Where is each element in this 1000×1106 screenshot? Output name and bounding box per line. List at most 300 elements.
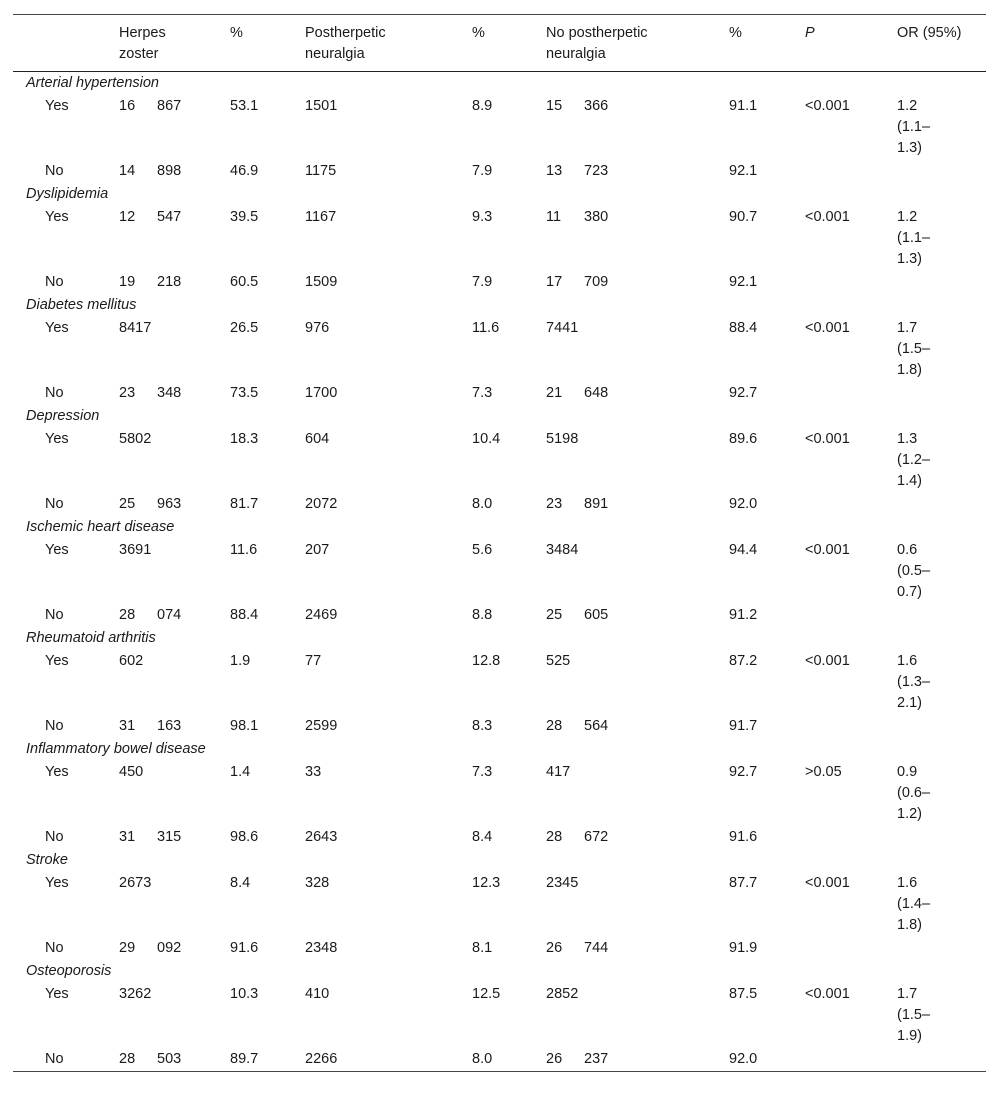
odds-ratio-line: 1.2) (897, 806, 922, 822)
hz-percent: 81.7 (230, 496, 259, 512)
pn-count: 2469 (305, 607, 338, 623)
row-label: No (45, 274, 64, 290)
pn-percent: 5.6 (472, 542, 493, 558)
pn-count: 1175 (305, 163, 337, 179)
hz-count-part1: 23 (119, 385, 136, 401)
group-row (13, 183, 986, 206)
no-pn-count (544, 761, 727, 826)
herpes-zoster-count (117, 493, 228, 516)
odds-ratio (895, 539, 986, 604)
hz-count-part2: 898 (157, 163, 182, 179)
no-pn-count (544, 650, 727, 715)
p-value: <0.001 (805, 98, 850, 114)
table-row-yes (13, 317, 986, 382)
hz-count-part2: 963 (157, 496, 182, 512)
no-pn-count-part1: 417 (546, 764, 571, 780)
pn-count: 976 (305, 320, 330, 336)
header-no-postherpetic-neuralgia (544, 15, 727, 72)
p-value: <0.001 (805, 431, 850, 447)
odds-ratio (895, 1048, 986, 1072)
no-pn-count-part2: 744 (584, 940, 609, 956)
header-pn-line2: neuralgia (305, 46, 365, 62)
header-p-value: P (803, 15, 895, 72)
herpes-zoster-count (117, 1048, 228, 1072)
no-pn-percent: 92.1 (729, 274, 758, 290)
pn-count: 2599 (305, 718, 338, 734)
pn-count: 1509 (305, 274, 338, 290)
odds-ratio (895, 872, 986, 937)
row-label: Yes (45, 320, 69, 336)
group-label: Ischemic heart disease (26, 519, 175, 535)
no-pn-count (544, 428, 727, 493)
herpes-zoster-count (117, 937, 228, 960)
herpes-zoster-count (117, 160, 228, 183)
row-label: Yes (45, 875, 69, 891)
pn-count: 2266 (303, 1048, 470, 1072)
no-pn-count-part2: 648 (584, 385, 609, 401)
p-value (803, 604, 895, 627)
no-pn-percent: 91.6 (729, 829, 758, 845)
no-pn-count (544, 317, 727, 382)
hz-count-part1: 2673 (119, 875, 152, 891)
odds-ratio (895, 428, 986, 493)
hz-count-part1: 29 (119, 940, 136, 956)
group-row (13, 405, 986, 428)
hz-percent: 8.4 (230, 875, 251, 891)
no-pn-count (544, 1048, 727, 1072)
odds-ratio-line: 1.3 (897, 431, 918, 447)
no-pn-count (544, 826, 727, 849)
odds-ratio (895, 937, 986, 960)
pn-count: 207 (305, 542, 330, 558)
row-label: No (45, 829, 64, 845)
header-postherpetic-neuralgia (303, 15, 470, 72)
pn-percent: 11.6 (472, 320, 500, 336)
p-value: <0.001 (805, 653, 850, 669)
row-label: No (45, 607, 64, 623)
no-pn-count (544, 160, 727, 183)
row-label: Yes (45, 542, 69, 558)
odds-ratio-line: 1.4) (897, 473, 922, 489)
pn-percent: 7.9 (472, 274, 493, 290)
herpes-zoster-count (117, 539, 228, 604)
table-header (13, 15, 986, 72)
group-label: Inflammatory bowel disease (26, 741, 206, 757)
table-row-no (13, 826, 986, 849)
row-label: No (45, 163, 64, 179)
group-row (13, 627, 986, 650)
odds-ratio-line: 0.9 (897, 764, 918, 780)
header-pn-percent: % (470, 15, 544, 72)
no-pn-count-part2: 891 (584, 496, 609, 512)
row-label: Yes (45, 209, 69, 225)
table-row-no (13, 382, 986, 405)
odds-ratio (895, 271, 986, 294)
table-row-yes (13, 983, 986, 1048)
header-no-pn-percent: % (727, 15, 803, 72)
hz-percent: 11.6 (230, 542, 258, 558)
row-label: No (45, 718, 64, 734)
no-pn-percent: 92.7 (729, 385, 758, 401)
herpes-zoster-count (117, 715, 228, 738)
hz-percent: 98.1 (230, 718, 259, 734)
no-pn-count (544, 95, 727, 160)
pn-count: 604 (305, 431, 330, 447)
no-pn-percent: 91.9 (729, 940, 758, 956)
no-pn-count-part1: 26 (546, 1051, 563, 1067)
table-row-no (13, 715, 986, 738)
header-hz-percent: % (228, 15, 303, 72)
odds-ratio-line: (1.3– (897, 674, 931, 690)
row-label: Yes (45, 98, 69, 114)
pn-percent: 12.3 (472, 875, 501, 891)
odds-ratio (895, 206, 986, 271)
no-pn-count (544, 271, 727, 294)
no-pn-percent: 87.2 (729, 653, 758, 669)
table-row-yes (13, 95, 986, 160)
odds-ratio-line: 2.1) (897, 695, 922, 711)
header-herpes-line2: zoster (119, 46, 159, 62)
pn-count: 328 (305, 875, 330, 891)
odds-ratio-line: (1.1– (897, 230, 931, 246)
no-pn-percent: 89.6 (729, 431, 758, 447)
no-pn-percent: 92.0 (727, 1048, 803, 1072)
pn-count: 1501 (305, 98, 338, 114)
hz-count-part1: 28 (119, 1051, 136, 1067)
table-row-yes (13, 650, 986, 715)
no-pn-count-part2: 605 (584, 607, 609, 623)
no-pn-count (544, 715, 727, 738)
row-label: No (45, 940, 64, 956)
hz-percent: 88.4 (230, 607, 259, 623)
no-pn-count (544, 983, 727, 1048)
row-label: Yes (45, 764, 69, 780)
pn-percent: 8.8 (472, 607, 493, 623)
herpes-zoster-count (117, 650, 228, 715)
hz-count-part1: 31 (119, 829, 136, 845)
odds-ratio-line: 1.8) (897, 917, 922, 933)
table-row-yes (13, 539, 986, 604)
pn-percent: 10.4 (472, 431, 501, 447)
hz-count-part1: 12 (119, 209, 136, 225)
pn-percent: 7.3 (472, 385, 493, 401)
row-label: No (45, 496, 64, 512)
group-row (13, 960, 986, 983)
pn-percent: 8.9 (472, 98, 493, 114)
group-row (13, 738, 986, 761)
odds-ratio-line: 1.3) (897, 251, 922, 267)
p-value (803, 493, 895, 516)
group-row (13, 72, 986, 96)
hz-count-part1: 5802 (119, 431, 152, 447)
table-row-yes (13, 872, 986, 937)
hz-count-part1: 14 (119, 163, 136, 179)
no-pn-count-part2: 366 (584, 98, 609, 114)
no-pn-percent: 91.7 (729, 718, 758, 734)
no-pn-count-part2: 723 (584, 163, 609, 179)
hz-percent: 46.9 (230, 163, 259, 179)
odds-ratio-line: 1.8) (897, 362, 922, 378)
p-value: <0.001 (805, 875, 850, 891)
no-pn-count-part2: 709 (584, 274, 609, 290)
herpes-zoster-count (117, 604, 228, 627)
odds-ratio-line: 1.2 (897, 98, 918, 114)
pn-count: 2072 (305, 496, 338, 512)
no-pn-count (544, 382, 727, 405)
hz-count-part2: 348 (157, 385, 182, 401)
pn-count: 410 (305, 986, 330, 1002)
no-pn-percent: 91.2 (729, 607, 758, 623)
odds-ratio-line: 1.6 (897, 653, 918, 669)
pn-percent: 9.3 (472, 209, 493, 225)
herpes-zoster-count (117, 382, 228, 405)
header-blank (13, 15, 117, 72)
hz-percent: 1.9 (230, 653, 251, 669)
hz-count-part1: 602 (119, 653, 144, 669)
hz-count-part2: 547 (157, 209, 182, 225)
hz-count-part2: 503 (157, 1051, 182, 1067)
no-pn-count-part1: 17 (546, 274, 563, 290)
odds-ratio-line: (1.5– (897, 1007, 931, 1023)
no-pn-percent: 88.4 (729, 320, 758, 336)
odds-ratio-line: (0.6– (897, 785, 931, 801)
group-label: Arterial hypertension (26, 75, 159, 91)
no-pn-percent: 92.1 (729, 163, 758, 179)
odds-ratio (895, 160, 986, 183)
pn-count: 2643 (305, 829, 338, 845)
hz-percent: 39.5 (230, 209, 259, 225)
hz-count-part2: 163 (157, 718, 182, 734)
pn-percent: 7.3 (472, 764, 493, 780)
table-row-no (13, 604, 986, 627)
row-label: No (13, 1048, 117, 1072)
pn-count: 77 (305, 653, 322, 669)
no-pn-count-part1: 525 (546, 653, 571, 669)
pn-count: 33 (305, 764, 322, 780)
odds-ratio-line: 1.7 (897, 986, 918, 1002)
odds-ratio-line: 0.7) (897, 584, 922, 600)
hz-percent: 10.3 (230, 986, 259, 1002)
hz-percent: 1.4 (230, 764, 251, 780)
no-pn-count-part1: 2345 (546, 875, 579, 891)
hz-count-part1: 31 (119, 718, 136, 734)
odds-ratio (895, 95, 986, 160)
no-pn-count-part1: 25 (546, 607, 563, 623)
pn-percent: 12.5 (472, 986, 501, 1002)
hz-percent: 89.7 (228, 1048, 303, 1072)
hz-count-part1: 25 (119, 496, 136, 512)
hz-count-part2: 092 (157, 940, 182, 956)
no-pn-count-part1: 11 (546, 209, 562, 225)
no-pn-count-part1: 2852 (546, 986, 579, 1002)
no-pn-count (544, 604, 727, 627)
table-body (13, 72, 986, 1072)
row-label: No (45, 385, 64, 401)
odds-ratio-line: 1.2 (897, 209, 918, 225)
p-value (803, 271, 895, 294)
hz-count-part1: 8417 (119, 320, 152, 336)
header-herpes-line1: Herpes (119, 25, 166, 41)
herpes-zoster-count (117, 826, 228, 849)
pn-count: 1700 (305, 385, 338, 401)
odds-ratio (895, 715, 986, 738)
odds-ratio (895, 382, 986, 405)
comorbidity-table (13, 14, 986, 1072)
no-pn-count-part2: 380 (584, 209, 609, 225)
no-pn-count-part2: 237 (584, 1051, 609, 1067)
no-pn-count (544, 937, 727, 960)
no-pn-count (544, 872, 727, 937)
group-label: Dyslipidemia (26, 186, 109, 202)
no-pn-percent: 87.7 (729, 875, 758, 891)
table-row-no (13, 271, 986, 294)
herpes-zoster-count (117, 983, 228, 1048)
header-herpes-zoster (117, 15, 228, 72)
hz-count-part1: 3691 (119, 542, 152, 558)
odds-ratio-line: (0.5– (897, 563, 931, 579)
pn-percent: 8.1 (472, 940, 493, 956)
no-pn-percent: 92.0 (729, 496, 758, 512)
row-label: Yes (45, 653, 69, 669)
p-value (803, 1048, 895, 1072)
odds-ratio (895, 826, 986, 849)
table-row-no (13, 1048, 986, 1072)
herpes-zoster-count (117, 428, 228, 493)
no-pn-count-part1: 26 (546, 940, 563, 956)
hz-count-part2: 867 (157, 98, 182, 114)
hz-count-part1: 450 (119, 764, 144, 780)
header-odds-ratio: OR (95%) (895, 15, 986, 72)
no-pn-count-part1: 5198 (546, 431, 579, 447)
pn-percent: 8.4 (472, 829, 493, 845)
no-pn-count (544, 493, 727, 516)
p-value (803, 715, 895, 738)
no-pn-count-part1: 13 (546, 163, 563, 179)
hz-count-part1: 19 (119, 274, 136, 290)
hz-count-part1: 16 (119, 98, 136, 114)
p-value (803, 937, 895, 960)
table-row-no (13, 937, 986, 960)
group-label: Rheumatoid arthritis (26, 630, 156, 646)
odds-ratio (895, 493, 986, 516)
no-pn-count-part1: 15 (546, 98, 563, 114)
odds-ratio-line: 1.6 (897, 875, 918, 891)
no-pn-percent: 94.4 (729, 542, 758, 558)
group-label: Stroke (26, 852, 68, 868)
hz-count-part2: 074 (157, 607, 182, 623)
no-pn-percent: 92.7 (729, 764, 758, 780)
no-pn-count-part1: 28 (546, 718, 563, 734)
odds-ratio-line: (1.4– (897, 896, 931, 912)
group-label: Osteoporosis (26, 963, 112, 979)
table-row-yes (13, 761, 986, 826)
p-value (803, 160, 895, 183)
hz-percent: 26.5 (230, 320, 259, 336)
table-row-no (13, 493, 986, 516)
no-pn-count-part1: 23 (546, 496, 563, 512)
header-no-pn-line2: neuralgia (546, 46, 606, 62)
table-row-yes (13, 206, 986, 271)
group-label: Depression (26, 408, 100, 424)
herpes-zoster-count (117, 317, 228, 382)
table-row-no (13, 160, 986, 183)
odds-ratio (895, 604, 986, 627)
odds-ratio (895, 983, 986, 1048)
header-pn-line1: Postherpetic (305, 25, 386, 41)
no-pn-percent: 90.7 (729, 209, 758, 225)
hz-percent: 73.5 (230, 385, 259, 401)
no-pn-count-part2: 564 (584, 718, 609, 734)
group-row (13, 849, 986, 872)
pn-percent: 12.8 (472, 653, 501, 669)
odds-ratio-line: (1.5– (897, 341, 931, 357)
no-pn-percent: 87.5 (729, 986, 758, 1002)
pn-percent: 8.3 (472, 718, 493, 734)
pn-percent: 8.0 (470, 1048, 544, 1072)
hz-count-part1: 3262 (119, 986, 152, 1002)
row-label: Yes (45, 431, 69, 447)
hz-percent: 60.5 (230, 274, 259, 290)
hz-percent: 53.1 (230, 98, 259, 114)
odds-ratio-line: (1.2– (897, 452, 931, 468)
row-label: Yes (45, 986, 69, 1002)
herpes-zoster-count (117, 206, 228, 271)
p-value (803, 382, 895, 405)
odds-ratio-line: 1.9) (897, 1028, 922, 1044)
hz-percent: 91.6 (230, 940, 259, 956)
odds-ratio-line: (1.1– (897, 119, 931, 135)
pn-percent: 7.9 (472, 163, 493, 179)
odds-ratio (895, 650, 986, 715)
hz-count-part1: 28 (119, 607, 136, 623)
odds-ratio (895, 317, 986, 382)
hz-percent: 98.6 (230, 829, 259, 845)
group-label: Diabetes mellitus (26, 297, 137, 313)
odds-ratio-line: 1.7 (897, 320, 918, 336)
herpes-zoster-count (117, 872, 228, 937)
group-row (13, 294, 986, 317)
no-pn-count (544, 206, 727, 271)
herpes-zoster-count (117, 271, 228, 294)
hz-count-part2: 315 (157, 829, 182, 845)
group-row (13, 516, 986, 539)
p-value: <0.001 (805, 986, 850, 1002)
odds-ratio-line: 1.3) (897, 140, 922, 156)
no-pn-count-part1: 21 (546, 385, 563, 401)
p-value: <0.001 (805, 320, 850, 336)
odds-ratio (895, 761, 986, 826)
herpes-zoster-count (117, 95, 228, 160)
p-value: <0.001 (805, 542, 850, 558)
no-pn-count-part1: 7441 (546, 320, 579, 336)
p-value: <0.001 (805, 209, 850, 225)
table-row-yes (13, 428, 986, 493)
hz-count-part2: 218 (157, 274, 182, 290)
p-value (803, 826, 895, 849)
p-value: >0.05 (805, 764, 842, 780)
no-pn-count-part1: 3484 (546, 542, 579, 558)
pn-percent: 8.0 (472, 496, 493, 512)
no-pn-count-part2: 672 (584, 829, 609, 845)
header-no-pn-line1: No postherpetic (546, 25, 648, 41)
no-pn-count-part1: 28 (546, 829, 563, 845)
no-pn-count (544, 539, 727, 604)
hz-percent: 18.3 (230, 431, 259, 447)
no-pn-percent: 91.1 (729, 98, 758, 114)
herpes-zoster-count (117, 761, 228, 826)
pn-count: 2348 (305, 940, 338, 956)
odds-ratio-line: 0.6 (897, 542, 918, 558)
